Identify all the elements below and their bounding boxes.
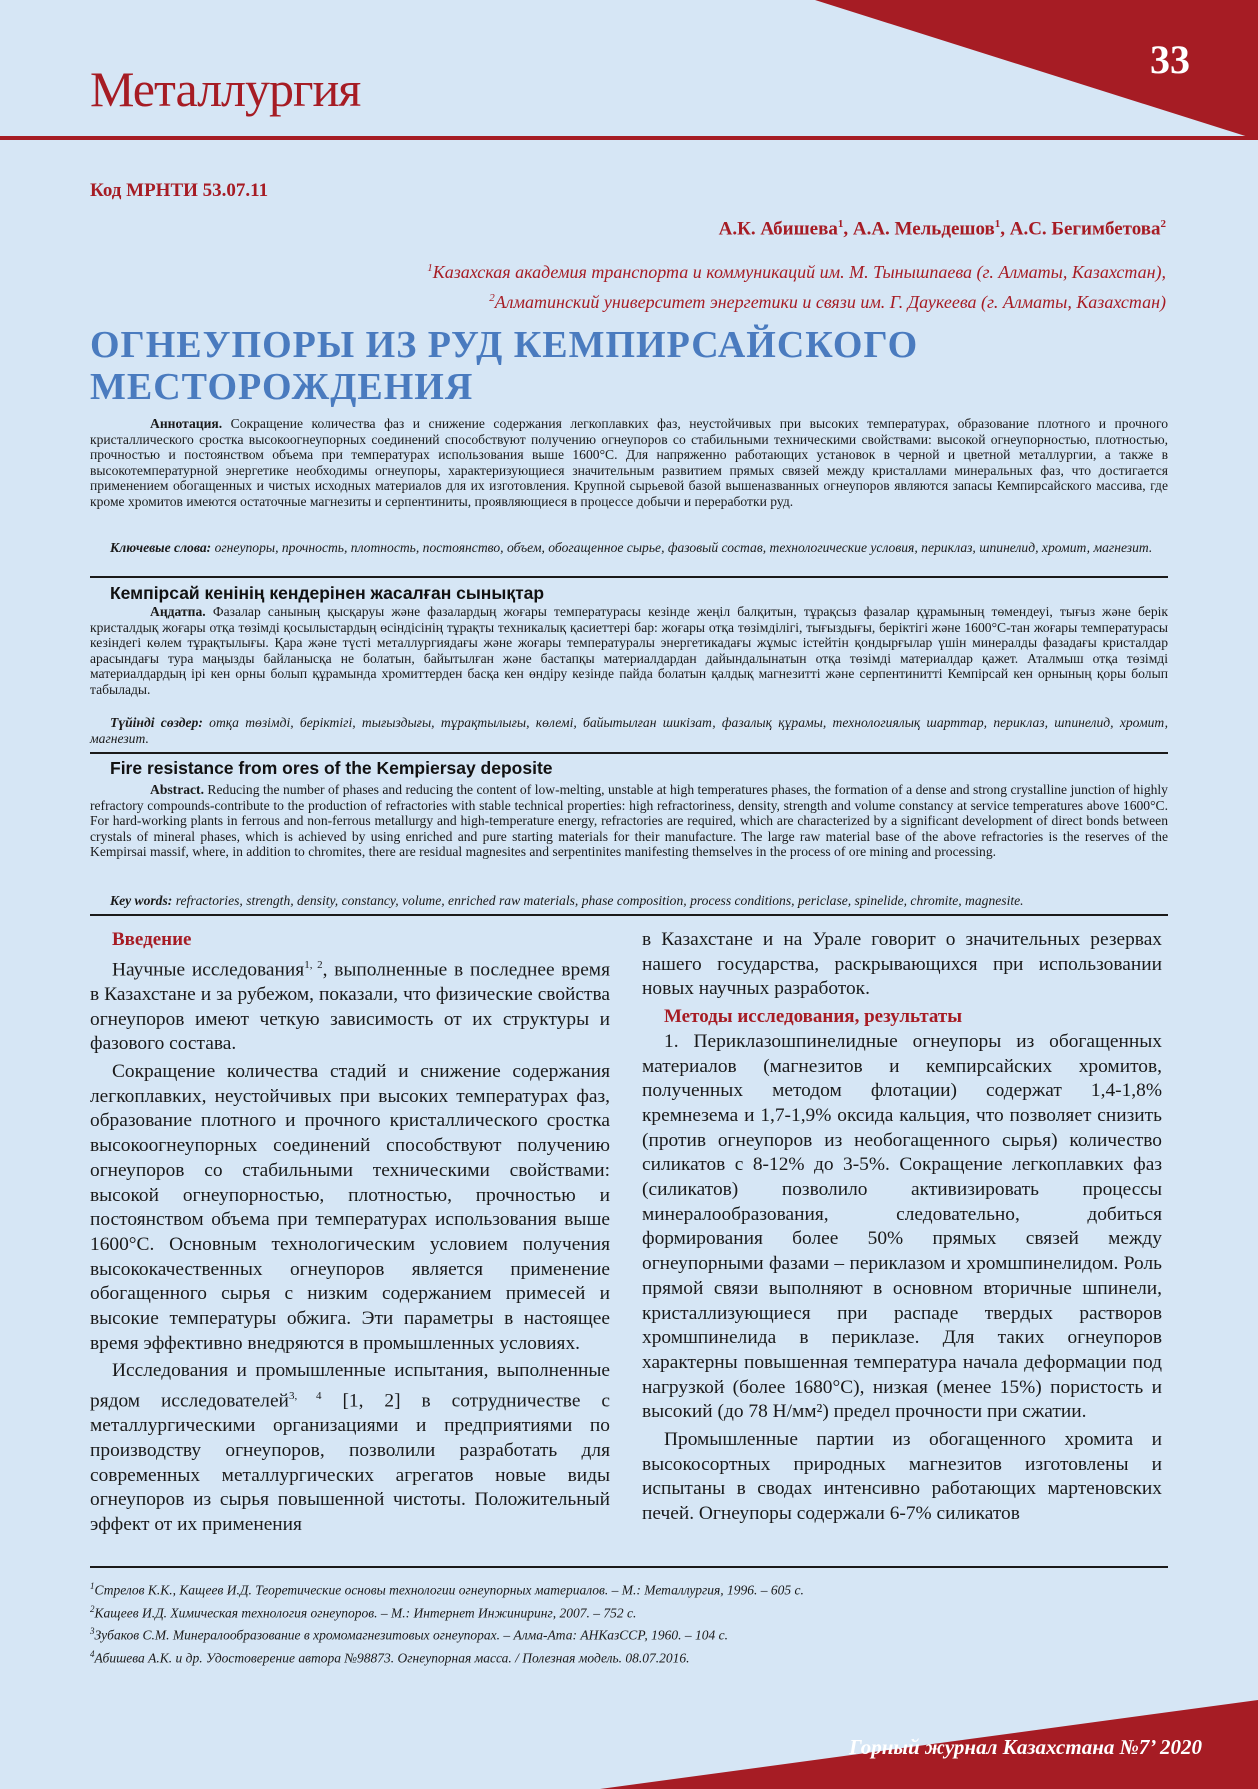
footnote-ref: 1, 2 xyxy=(304,958,323,971)
keywords-ru-label: Ключевые слова: xyxy=(110,540,212,555)
author-sup: 1 xyxy=(994,218,1001,230)
footnote xyxy=(90,1645,1168,1668)
section-heading-methods: Методы исследования, результаты xyxy=(664,1006,963,1028)
abstract-kz-text: Фазалар санының қысқаруы және фазалардың жоғары температурасы кезінде жеңіл балқитын, тұрақсыз фазалар құрамының төмендеуі, тығыз және берік кристалдық жоғары отқа төзімді қосылыстардың өсіндісінің тұрақты техникалық қасиеттері бар: жоғары отқа төзімділігі, тығыздығы, беріктігі және 1600°С-тан жоғары температурасы кезіндегі көлем тұрақтылығы. Қара және түсті металлургиядағы және жоғары температуралы энергетикадағы жұмыс істейтін қондырғылар үшін минералды фазадағы кристалдар арасындағы тура маңызды байланысқа не болатын, байытылған және бастапқы материалдардан дайындалынатын отқа төзімді материалдар қажет. Аталмыш отқа төзімді материалдардың ірі кен орны болып құрамында хромиттерден басқа кен өндіру кезінде пайда болатын қалдық магнезитті және серпентинитті Кемпірсай кен орнының қоры болып табылады. xyxy=(90,604,1168,697)
affiliation-sup: 2 xyxy=(489,292,495,304)
abstract-ru-text: Сокращение количества фаз и снижение содержания легкоплавких фаз, неустойчивых при высоких температурах, образование плотного и прочного кристаллического сростка высокоогнеупорных соединений способствуют получению огнеупоров со стабильными техническими свойствами: высокой огнеупорностью, плотностью, прочностью и постоянством объема при температурах использования выше 1600°С. Для напряженно работающих установок в черной и цветной металлургии, а также в высокотемпературной энергетике необходимы огнеупоры, характеризующиеся значительным развитием прямых связей между кристаллами минеральных фаз, что достигается применением обогащенных и чистых исходных материалов для их изготовления. Крупной сырьевой базой вышеназванных огнеупоров являются запасы Кемпирсайского массива, где кроме хромитов имеются остаточные магнезиты и серпентиниты, проявляющиеся в процессе добычи и переработки руд. xyxy=(90,416,1168,509)
footnote xyxy=(90,1622,1168,1645)
footnote-text: Кащеев И.Д. Химическая технология огнеупоров. – М.: Интернет Инжиниринг, 2007. – 752 с. xyxy=(94,1605,637,1621)
body-paragraph: в Казахстане и на Урале говорит о значительных резервах нашего государства, раскрывающихся при использовании новых научных разработок. xyxy=(642,929,1162,1000)
body-column-left xyxy=(90,928,610,1541)
keywords-ru xyxy=(90,540,1168,556)
paragraph-text: Научные исследования xyxy=(112,959,305,981)
paragraph-text: , выполненные в последнее время в Казахстане и за рубежом, показали, что физические свойства огнеупоров имеют четкую зависимость от их структуры и фазового состава. xyxy=(90,959,610,1055)
footnote-text: Абишева А.К. и др. Удостоверение автора №98873. Огнеупорная масса. / Полезная модель. 08.07.2016. xyxy=(94,1650,690,1666)
author-name: А.К. Абишева xyxy=(718,218,838,240)
article-title: ОГНЕУПОРЫ ИЗ РУД КЕМПИРСАЙСКОГО МЕСТОРОЖДЕНИЯ xyxy=(90,324,919,408)
divider xyxy=(90,752,1168,754)
journal-section-title: Металлургия xyxy=(90,61,361,117)
footnote-ref: 3, 4 xyxy=(288,1390,322,1403)
body-paragraph xyxy=(90,1359,610,1537)
footnote-number: 3 xyxy=(90,1626,95,1637)
abstract-kz xyxy=(90,604,1168,698)
keywords-en-label: Key words: xyxy=(110,893,173,908)
abstract-ru xyxy=(90,416,1168,510)
affiliation-line xyxy=(166,285,1166,315)
footnote-number: 1 xyxy=(90,1581,95,1591)
abstract-kz-title: Кемпірсай кенінің кендерінен жасалған сынықтар xyxy=(110,583,545,603)
abstract-en-title: Fire resistance from ores of the Kempiersay deposite xyxy=(110,758,553,778)
abstract-en-text: Reducing the number of phases and reducing the content of low-melting, unstable at high temperatures phases, the formation of a dense and strong crystalline junction of highly refractory compounds-contribute to the production of refractories with stable technical properties: high refractoriness, density, strength and volume constancy at service temperatures above 1600°C. For hard-working plants in ferrous and non-ferrous metallurgy and high-temperature energy, refractories are required, which are characterized by a significant development of direct bonds between crystals of mineral phases, which is achieved by using enriched and pure starting materials for their manufacture. The large raw material base of the above refractories is the reserves of the Kempirsai massif, where, in addition to chromites, there are residual magnesites and serpentinites manifesting themselves in the process of ore mining and processing. xyxy=(90,782,1168,860)
author-sup: 1 xyxy=(837,218,844,230)
affiliation-text: Алматинский университет энергетики и связи им. Г. Даукеева (г. Алматы, Казахстан) xyxy=(494,292,1166,312)
abstract-en-label: Abstract. xyxy=(150,782,204,797)
paragraph-text: [1, 2] в сотрудничестве с металлургическими организациями и предприятиями по производству огнеупоров, позволили разработать для современных металлургических агрегатов новые виды огнеупоров из сырья повышенной чистоты. Положительный эффект от их применения xyxy=(90,1390,610,1536)
author-name: А.А. Мельдешов xyxy=(852,218,995,240)
keywords-en xyxy=(90,893,1168,909)
abstract-kz-label: Аңдатпа. xyxy=(150,604,206,619)
body-column-right xyxy=(642,928,1162,1530)
footnote-number: 4 xyxy=(90,1649,95,1660)
footnotes xyxy=(90,1577,1168,1668)
footnote-number: 2 xyxy=(90,1603,95,1614)
affiliation-sup: 1 xyxy=(427,262,433,274)
body-paragraph: Промышленные партии из обогащенного хромита и высокосортных природных магнезитов изготовлены и испытаны в сводах интенсивно работающих мартеновских печей. Огнеупоры содержали 6-7% силикатов xyxy=(642,1429,1162,1525)
affiliations xyxy=(166,255,1166,315)
keywords-en-text: refractories, strength, density, constancy, volume, enriched raw materials, phase composition, process conditions, periclase, spinelide, chromite, magnesite. xyxy=(175,893,1024,908)
abstract-ru-label: Аннотация. xyxy=(150,416,223,431)
section-heading-introduction: Введение xyxy=(112,929,192,950)
affiliation-text: Казахская академия транспорта и коммуникаций им. М. Тынышпаева (г. Алматы, Казахстан), xyxy=(432,262,1166,282)
classification-code: Код МРНТИ 53.07.11 xyxy=(90,180,269,201)
author-name: А.С. Бегимбетова xyxy=(1009,218,1161,240)
journal-footer: Горный журнал Казахстана №7’ 2020 xyxy=(849,1735,1202,1759)
keywords-kz xyxy=(90,715,1168,746)
footnote-text: Стрелов К.К., Кащеев И.Д. Теоретические основы технологии огнеупорных материалов. – М.: Металлургия, 1996. – 605 с. xyxy=(94,1582,804,1598)
affiliation-line xyxy=(166,255,1166,285)
paragraph-text: Исследования и промышленные испытания, выполненные рядом исследователей xyxy=(90,1360,610,1412)
footnote-divider xyxy=(90,1566,1168,1568)
footnote xyxy=(90,1600,1168,1623)
keywords-kz-label: Түйінді сөздер: xyxy=(110,715,203,730)
keywords-kz-text: отқа төзімді, беріктігі, тығыздығы, тұрақтылығы, көлемі, байытылған шикізат, фазалық құрамы, технологиялық шарттар, периклаз, шпинелид, хромит, магнезит. xyxy=(90,715,1168,746)
footnote xyxy=(90,1577,1168,1600)
abstract-en xyxy=(90,782,1168,860)
divider xyxy=(90,576,1168,578)
body-paragraph xyxy=(90,953,610,1057)
footnote-text: Зубаков С.М. Минералообразование в хромомагнезитовых огнеупорах. – Алма-Ата: АНКазССР, 1960. – 104 с. xyxy=(94,1627,728,1643)
authors: А.К. Абишева$^1$, А.А. Мельдешов$^1$, А.С. Бегимбетова$^2$ xyxy=(718,218,1166,240)
header-rule xyxy=(0,136,1258,140)
keywords-ru-text: огнеупоры, прочность, плотность, постоянство, объем, обогащенное сырье, фазовый состав, технологические условия, периклаз, шпинелид, хромит, магнезит. xyxy=(214,540,1153,555)
divider xyxy=(90,914,1168,916)
page-number: 33 xyxy=(1150,37,1190,82)
body-paragraph: 1. Периклазошпинелидные огнеупоры из обогащенных материалов (магнезитов и кемпирсайских хромитов, полученных методом флотации) содержат 1,4-1,8% кремнезема и 1,7-1,9% оксида кальция, что позволяет снизить (против огнеупоров из необогащенного сырья) количество силикатов с 8-12% до 3-5%. Сокращение легкоплавких фаз (силикатов) позволило активизировать процессы минералообразования, следовательно, добиться формирования более 50% прямых связей между огнеупорными фазами – периклазом и хромшпинелидом. Роль прямой связи выполняют в основном вторичные шпинели, кристаллизующиеся при распаде твердых растворов хромшпинелида в периклазе. Для таких огнеупоров характерны повышенная температура начала деформации под нагрузкой (более 1680°С), низкая (менее 15%) пористость и высокий (до 78 Н/мм²) предел прочности при сжатии. xyxy=(642,1030,1162,1423)
body-paragraph: Сокращение количества стадий и снижение содержания легкоплавких, неустойчивых при высоких температурах фаз, образование плотного и прочного кристаллического сростка высокоогнеупорных соединений способствуют получению огнеупоров со стабильными техническими свойствами: высокой огнеупорностью, плотностью, прочностью и постоянством объема при температурах использования выше 1600°С. Основным технологическим условием получения высококачественных огнеупоров является применение обогащенного сырья с низким содержанием примесей и высокие температуры обжига. Эти параметры в настоящее время эффективно внедряются в промышленных условиях. xyxy=(90,1060,610,1354)
author-sup: 2 xyxy=(1160,218,1166,230)
